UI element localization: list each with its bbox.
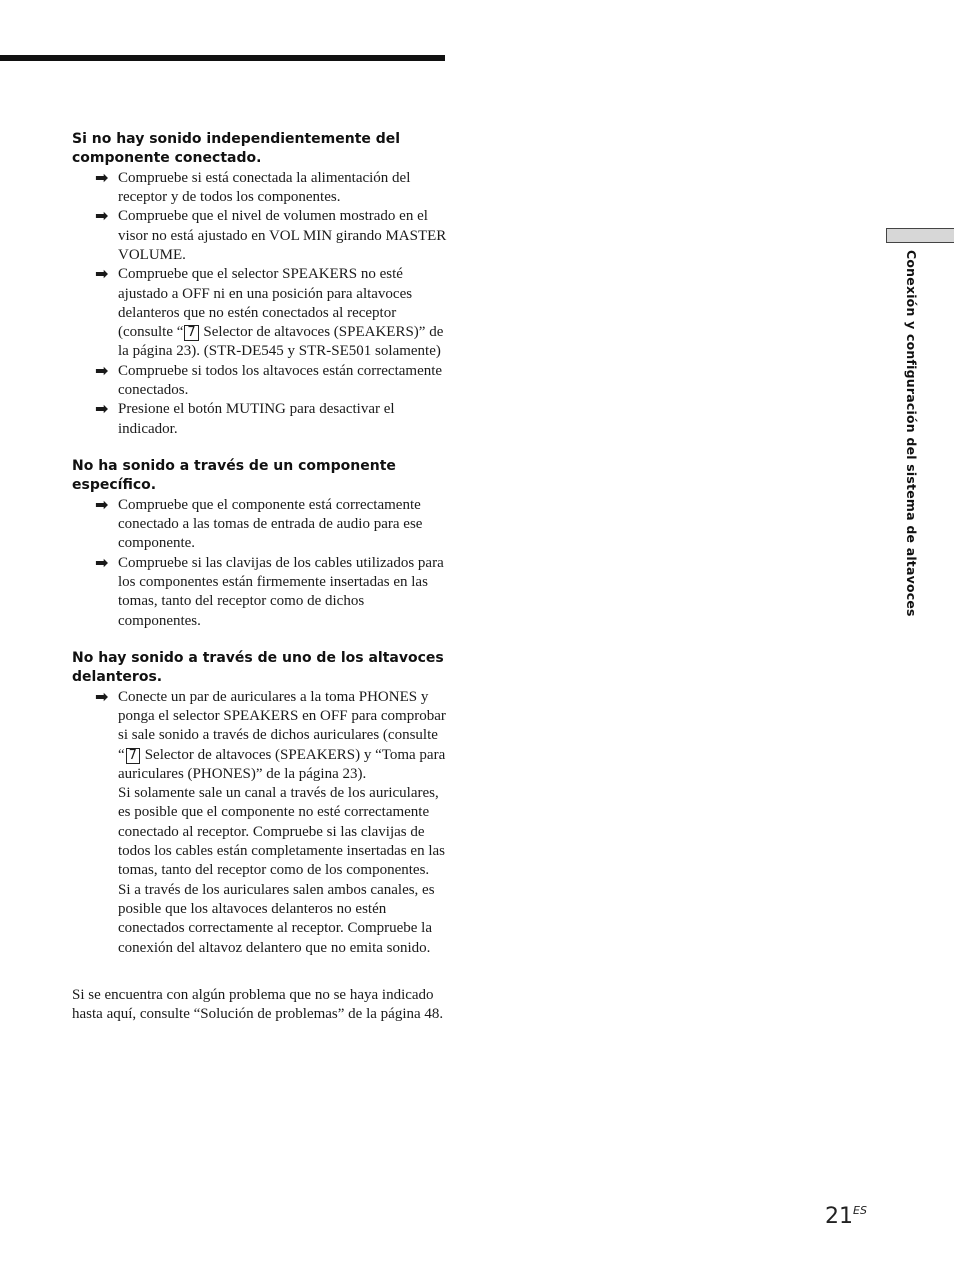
item-text: Compruebe si está conectada la alimentación del receptor y de todos los componentes. bbox=[118, 169, 411, 206]
page-number bbox=[825, 1204, 867, 1229]
boxed-number: 7 bbox=[126, 748, 140, 764]
item-text: Compruebe si todos los altavoces están correctamente conectados. bbox=[118, 362, 443, 399]
item-paragraph: Si a través de los auriculares salen ambos canales, es posible que los altavoces delanteros no estén conectados correctamente al receptor. Compruebe la conexión del altavoz delantero que no emita sonido. bbox=[118, 881, 435, 956]
top-rule bbox=[0, 55, 445, 61]
list-item bbox=[72, 496, 448, 554]
list-item bbox=[72, 207, 448, 265]
item-text-before: Conecte un par de auriculares a la toma PHONES y ponga el selector SPEAKERS en OFF para comprobar si sale sonido a través de dichos auriculares (consulte “ bbox=[118, 688, 446, 763]
arrow-icon: ➡ bbox=[95, 206, 109, 226]
section-no-sound-front-speaker bbox=[72, 649, 448, 958]
section-heading: No ha sonido a través de un componente específico. bbox=[72, 457, 396, 494]
item-text-before: Compruebe que el selector SPEAKERS no esté ajustado a OFF ni en una posición para altavoces delanteros que no estén conectados al receptor (consulte “ bbox=[118, 266, 413, 341]
page-number-value: 21 bbox=[825, 1204, 853, 1229]
item-text-after: Selector de altavoces (SPEAKERS) y “Toma para auriculares (PHONES)” de la página 23). bbox=[118, 746, 446, 782]
item-text: Presione el botón MUTING para desactivar el indicador. bbox=[118, 401, 395, 437]
side-tab-marker bbox=[886, 228, 954, 243]
section-heading: Si no hay sonido independientemente del componente conectado. bbox=[72, 131, 401, 167]
section-no-sound-component bbox=[72, 457, 448, 631]
item-paragraph bbox=[118, 688, 448, 784]
item-text: Compruebe que el componente está correctamente conectado a las tomas de entrada de audio para ese componente. bbox=[118, 496, 423, 552]
footer-note: Si se encuentra con algún problema que no se haya indicado hasta aquí, consulte “Solución de problemas” de la página 48. bbox=[72, 986, 444, 1023]
list-item bbox=[72, 688, 448, 958]
arrow-icon: ➡ bbox=[95, 360, 109, 380]
list-item bbox=[72, 400, 448, 439]
list-item bbox=[72, 265, 448, 361]
arrow-icon: ➡ bbox=[95, 552, 109, 572]
page-language-suffix: ES bbox=[853, 1204, 867, 1217]
section-heading: No hay sonido a través de uno de los altavoces delanteros. bbox=[72, 649, 444, 686]
list-item bbox=[72, 362, 448, 401]
item-paragraph: Si solamente sale un canal a través de los auriculares, es posible que el componente no esté correctamente conectado al receptor. Compruebe si las clavijas de todos los cables están completamente insertadas en las tomas, tanto del receptor como de los componentes. bbox=[118, 785, 445, 879]
arrow-icon: ➡ bbox=[95, 494, 109, 514]
arrow-icon: ➡ bbox=[95, 264, 109, 284]
list-item bbox=[72, 554, 448, 631]
item-text: Compruebe que el nivel de volumen mostrado en el visor no está ajustado en VOL MIN girando MASTER VOLUME. bbox=[118, 208, 447, 263]
item-text-after: Selector de altavoces (SPEAKERS)” de la página 23). (STR-DE545 y STR-SE501 solamente) bbox=[118, 324, 444, 360]
arrow-icon: ➡ bbox=[95, 399, 109, 419]
list-item bbox=[72, 169, 448, 208]
main-content bbox=[72, 130, 448, 1039]
arrow-icon: ➡ bbox=[95, 167, 109, 187]
boxed-number: 7 bbox=[184, 325, 198, 341]
section-no-sound-any bbox=[72, 130, 448, 439]
item-text: Compruebe si las clavijas de los cables utilizados para los componentes están firmemente insertadas en las tomas, tanto del receptor como de dichos componentes. bbox=[118, 554, 444, 629]
side-section-title: Conexión y configuración del sistema de altavoces bbox=[904, 250, 919, 617]
arrow-icon: ➡ bbox=[95, 686, 109, 706]
